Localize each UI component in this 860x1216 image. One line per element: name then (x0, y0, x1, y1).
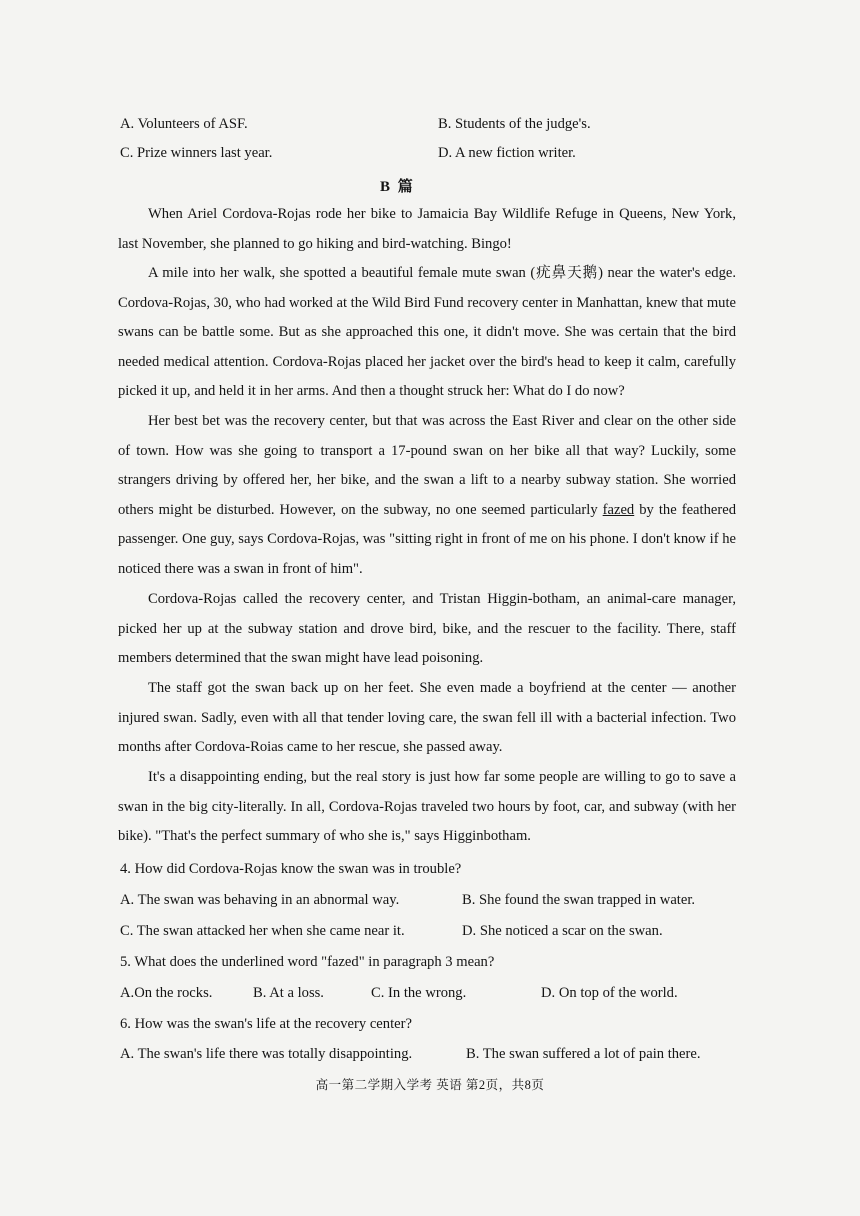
paragraph-3 (118, 407, 736, 585)
question-5-option-a: A.On the rocks. (120, 985, 213, 1001)
paragraph-4: Cordova-Rojas called the recovery center, and Tristan Higgin-botham, an animal-care manager, picked her up at the subway station and drove bird, bike, and the rescuer to the facility. There, staff members determined that the swan might have lead poisoning. (118, 591, 736, 667)
prev-option-b: B. Students of the judge's. (438, 116, 591, 132)
question-4-option-c: C. The swan attacked her when she came near it. (120, 923, 405, 939)
question-4-option-a: A. The swan was behaving in an abnormal way. (120, 892, 400, 908)
question-5-option-c: C. In the wrong. (371, 985, 467, 1001)
paragraph-2: A mile into her walk, she spotted a beautiful female mute swan (疣鼻天鹅) near the water's edge. Cordova-Rojas, 30, who had worked at the Wild Bird Fund recovery center in Manhattan, knew that mute swans can be battle some. But as she approached this one, it didn't move. She was certain that the bird needed medical attention. Cordova-Rojas placed her jacket over the bird's head to keep it calm, carefully picked it up, and held it in her arms. And then a thought struck her: What do I do now? (118, 265, 737, 400)
question-5-option-b: B. At a loss. (253, 985, 324, 1001)
prev-option-a: A. Volunteers of ASF. (120, 116, 248, 132)
question-6-stem: 6. How was the swan's life at the recovery center? (120, 1016, 412, 1032)
prev-option-d: D. A new fiction writer. (438, 145, 576, 161)
paragraph-6: It's a disappointing ending, but the real story is just how far some people are willing to go to save a swan in the big city-literally. In all, Cordova-Rojas traveled two hours by foot, car, and subway (with her bike). "That's the perfect summary of who she is," says Higginbotham. (118, 769, 736, 845)
paragraph-5: The staff got the swan back up on her feet. She even made a boyfriend at the center — another injured swan. Sadly, even with all that tender loving care, the swan fell ill with a bacterial infection. Two months after Cordova-Roias came to her rescue, she passed away. (118, 680, 736, 756)
paragraph-1: When Ariel Cordova-Rojas rode her bike to Jamaicia Bay Wildlife Refuge in Queens, New York, last November, she planned to go hiking and bird-watching. Bingo! (118, 206, 736, 252)
page-footer: 高一第二学期入学考 英语 第2页，共8页 (315, 1078, 545, 1092)
question-4-option-b: B. She found the swan trapped in water. (462, 892, 696, 908)
section-title: B 篇 (380, 179, 415, 195)
prev-option-c: C. Prize winners last year. (120, 145, 273, 161)
question-4-option-d: D. She noticed a scar on the swan. (462, 923, 663, 939)
question-6-option-a: A. The swan's life there was totally disappointing. (120, 1046, 413, 1062)
question-5-option-d: D. On top of the world. (541, 985, 678, 1001)
paragraph-3-end: by the feathered passenger. One guy, says Cordova-Rojas, was "sitting right in front of me on his phone. I don't know if he noticed there was a swan in front of him". (118, 501, 736, 577)
question-5-stem: 5. What does the underlined word "fazed" in paragraph 3 mean? (120, 954, 495, 970)
question-4-stem: 4. How did Cordova-Rojas know the swan was in trouble? (120, 861, 462, 877)
question-6-option-b: B. The swan suffered a lot of pain there. (466, 1046, 701, 1062)
underlined-word: fazed (602, 501, 635, 518)
paragraph-3-start: Her best bet was the recovery center, but that was across the East River and clear on the other side of town. How was she going to transport a 17-pound swan on her bike all that way? Luckily, some strangers driving by offered her, her bike, and the swan a lift to a nearby subway station. She worried others might be disturbed. However, on the subway, no one seemed particularly (118, 413, 736, 518)
